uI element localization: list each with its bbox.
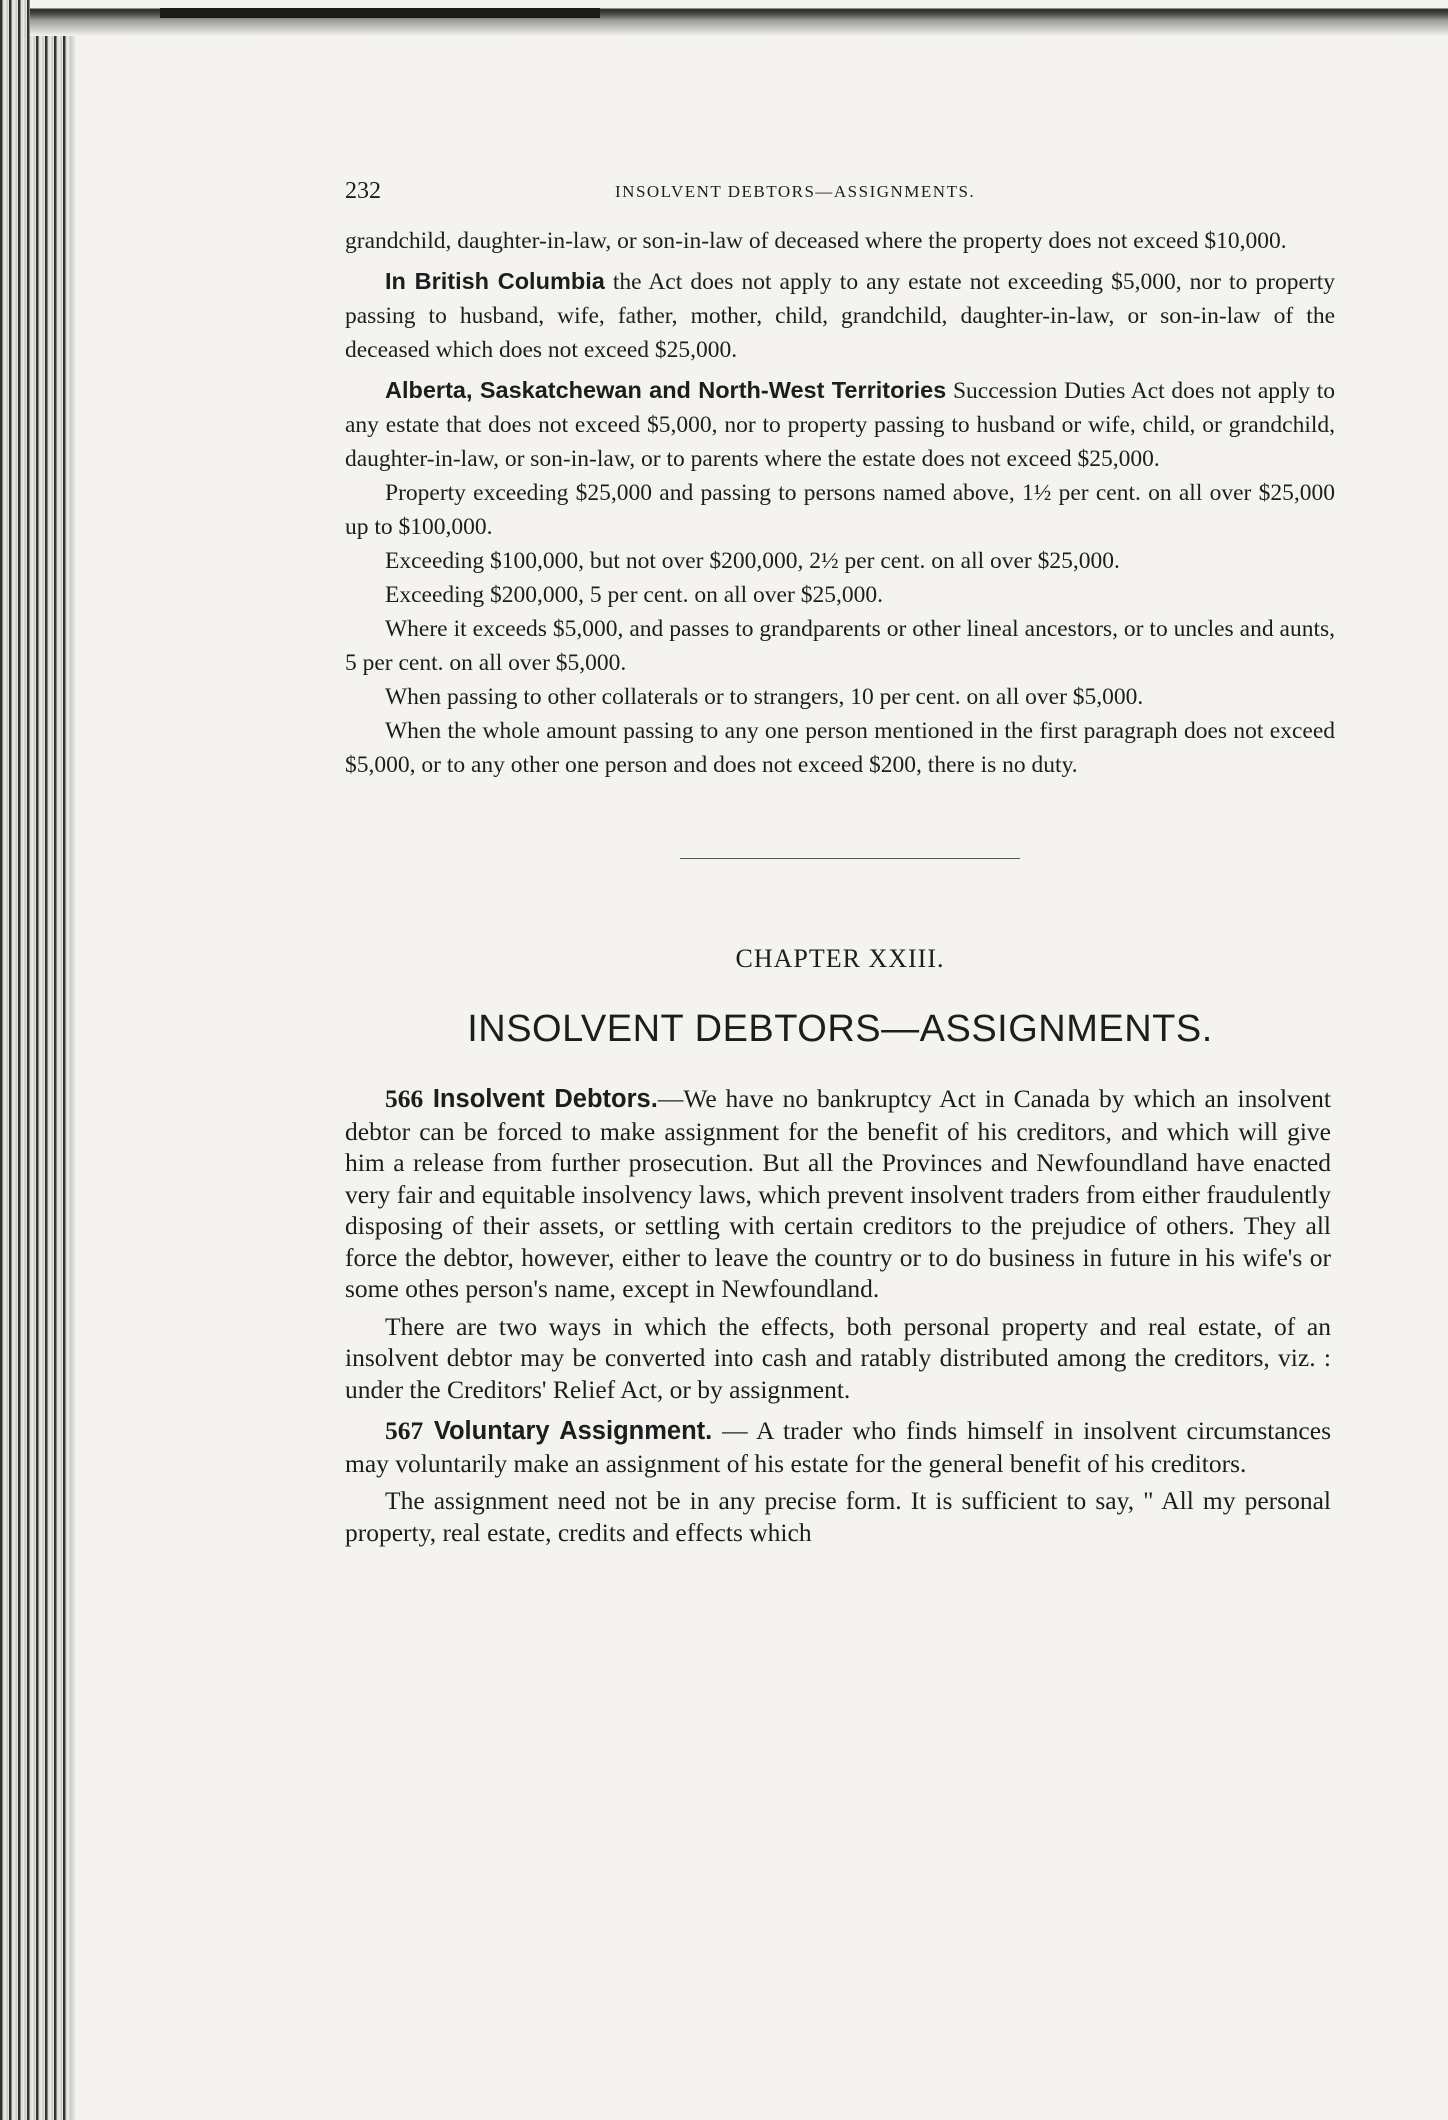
paragraph-heading: Alberta, Saskatchewan and North-West Territories — [385, 377, 947, 403]
paragraph-heading: In British Columbia — [385, 268, 605, 294]
book-page-edges — [0, 0, 70, 2120]
running-head — [345, 178, 1335, 210]
succession-duties-text — [345, 224, 1335, 782]
section-body: — A trader who finds himself in insolvent circumstances may voluntarily make an assignment of his estate for the general benefit of his creditors. — [345, 1416, 1331, 1478]
section-566 — [345, 1083, 1331, 1305]
page-number: 232 — [345, 178, 381, 204]
section-567 — [345, 1415, 1331, 1479]
section-heading: Voluntary Assignment. — [423, 1417, 713, 1445]
paragraph-lineal-ancestors: Where it exceeds $5,000, and passes to grandparents or other lineal ancestors, or to uncles and aunts, 5 per cent. on all over $5,000. — [345, 616, 1335, 676]
section-number: 567 — [385, 1416, 424, 1445]
paragraph-body: the Act does not apply to any estate not exceeding $5,000, nor to property passing to husband, wife, father, mother, child, grandchild, daughter-in-law, or son-in-law of the deceased which does not exceed $25,000. — [345, 269, 1335, 363]
section-number: 566 — [385, 1084, 424, 1113]
paragraph-exceeding-100000: Exceeding $100,000, but not over $200,000, 2½ per cent. on all over $25,000. — [385, 548, 1120, 574]
paragraph-property-exceeding: Property exceeding $25,000 and passing to persons named above, 1½ per cent. on all over $25,000 up to $100,000. — [345, 480, 1335, 540]
paragraph-alberta — [345, 373, 1335, 476]
paragraph-british-columbia — [345, 264, 1335, 367]
section-567-paragraph-2: The assignment need not be in any precise form. It is sufficient to say, " All my personal property, real estate, credits and effects which — [345, 1486, 1331, 1547]
book-top-edge — [30, 0, 1448, 36]
chapter-body — [345, 1083, 1335, 1548]
section-divider — [680, 858, 1020, 859]
chapter-number: CHAPTER XXIII. — [735, 944, 945, 973]
running-head-title: INSOLVENT DEBTORS—ASSIGNMENTS. — [615, 182, 976, 201]
paragraph-collaterals: When passing to other collaterals or to strangers, 10 per cent. on all over $5,000. — [385, 684, 1144, 710]
paragraph-no-duty: When the whole amount passing to any one person mentioned in the first paragraph does not exceed $5,000, or to any other one person and does not exceed $200, there is no duty. — [345, 718, 1335, 778]
section-body: —We have no bankruptcy Act in Canada by which an insolvent debtor can be forced to make assignment for the benefit of his creditors, and which will give him a release from further prosecution. But all the Provinces and Newfoundland have enacted very fair and equitable insolvency laws, which prevent insolvent traders from either fraudulently disposing of their assets, or settling with certain creditors to the prejudice of others. They all force the debtor, however, either to leave the country or to do business in future in his wife's or some othes person's name, except in Newfoundland. — [345, 1084, 1331, 1303]
paragraph-continuation: grandchild, daughter-in-law, or son-in-law of deceased where the property does not exceed $10,000. — [345, 228, 1287, 254]
section-heading: Insolvent Debtors. — [423, 1085, 658, 1113]
section-566-paragraph-2: There are two ways in which the effects, both personal property and real estate, of an insolvent debtor may be converted into cash and ratably distributed among the creditors, viz. : under the Creditors' Relief Act, or by assignment. — [345, 1311, 1331, 1404]
paragraph-body: Succession Duties Act does not apply to any estate that does not exceed $5,000, nor to property passing to husband or wife, child, or grandchild, daughter-in-law, or son-in-law, or to parents where the estate does not exceed $25,000. — [345, 378, 1336, 472]
book-page — [345, 178, 1335, 1548]
paragraph-exceeding-200000: Exceeding $200,000, 5 per cent. on all over $25,000. — [385, 582, 883, 608]
chapter-title: INSOLVENT DEBTORS—ASSIGNMENTS. — [467, 1008, 1213, 1050]
